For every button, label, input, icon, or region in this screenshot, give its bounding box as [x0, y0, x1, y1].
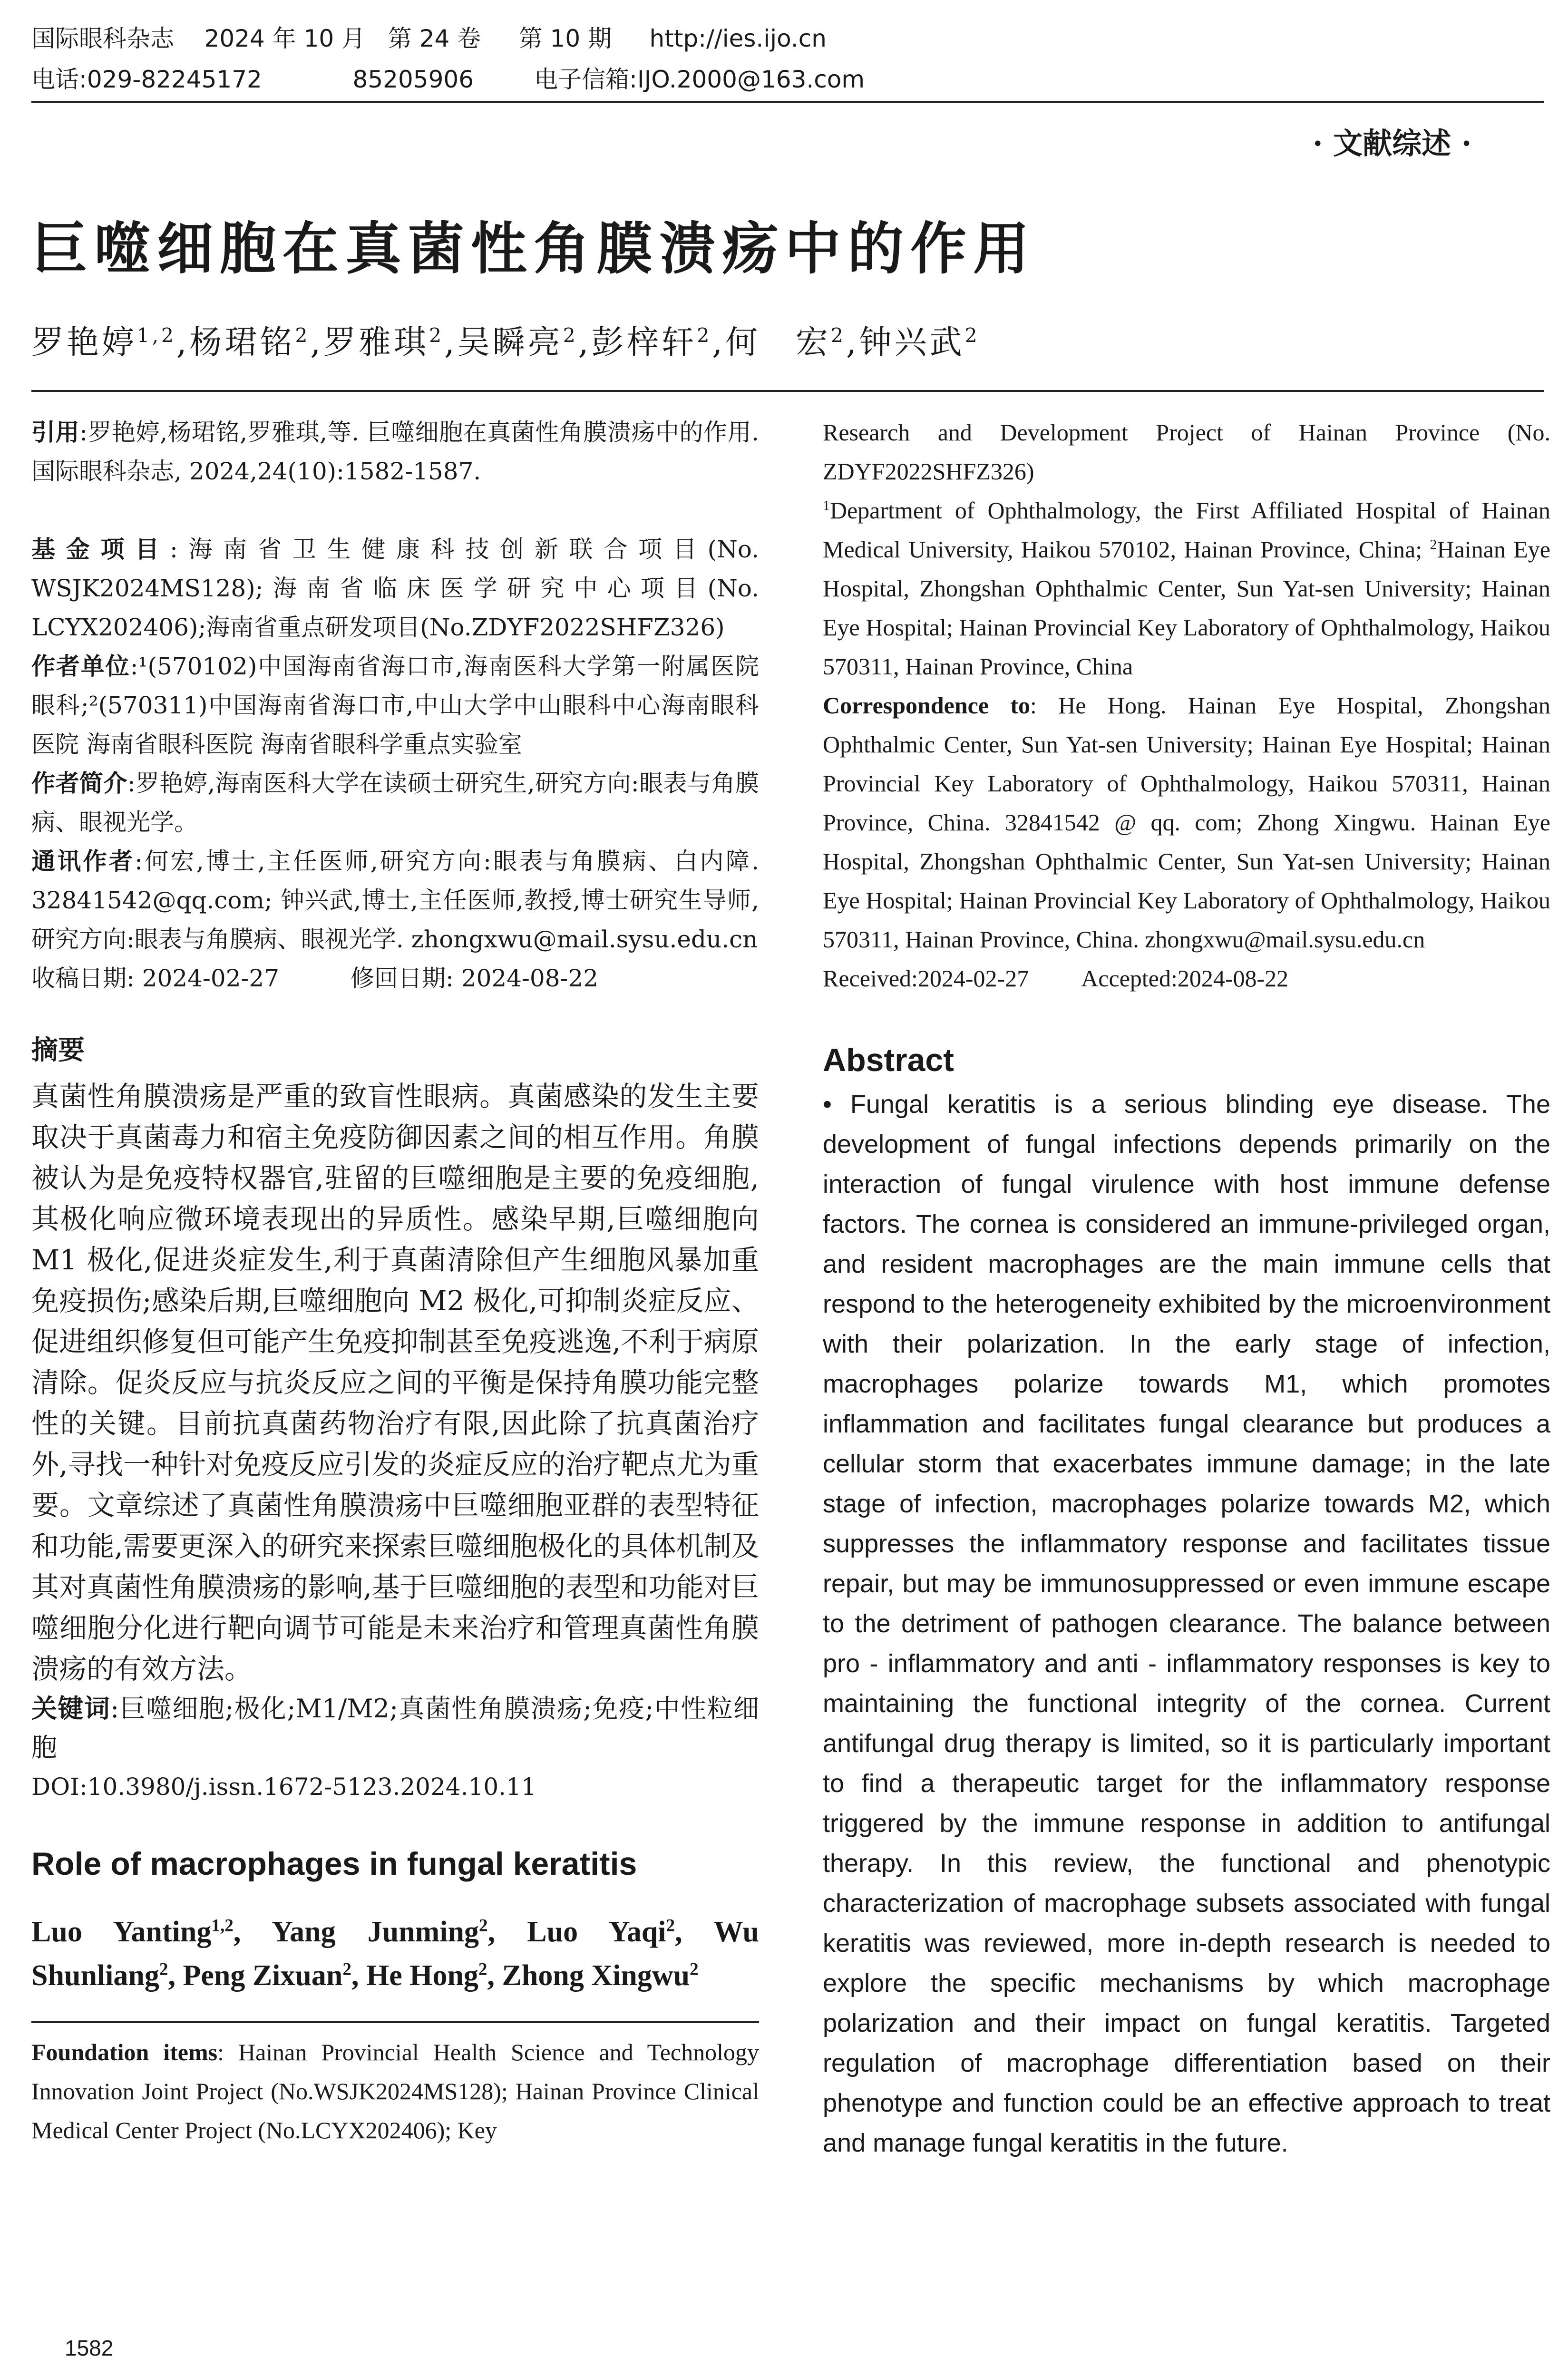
- title-rule: [31, 390, 1544, 392]
- abstract-en: [823, 1084, 1550, 2163]
- author-cn: 吴瞬亮: [457, 324, 563, 361]
- journal-header-line1: 国际眼科杂志 2024 年 10 月 第 24 卷 第 10 期 http://ies.ijo.cn: [31, 25, 827, 52]
- author-sup: 2: [295, 324, 311, 347]
- affiliation-cn: [31, 647, 759, 764]
- affil-sup: 2: [1430, 536, 1437, 553]
- author-en: Yang Junming: [272, 1916, 479, 1948]
- author-sup: 2: [964, 324, 980, 347]
- citation-label: 引用: [31, 419, 80, 446]
- author-sup: 2: [563, 324, 578, 347]
- author-cn: 杨珺铭: [189, 324, 295, 361]
- received-date-en: Received:2024-02-27: [823, 965, 1029, 992]
- author-bio: [31, 764, 759, 842]
- keywords: [31, 1689, 759, 1767]
- author-en: Luo Yanting: [31, 1916, 212, 1948]
- funding: [31, 530, 759, 647]
- dates-en: [823, 959, 1550, 998]
- author-cn: 罗艳婷: [31, 324, 137, 361]
- author-en: He Hong: [366, 1959, 478, 1992]
- authors-rule: [31, 2021, 759, 2023]
- accepted-date-en: Accepted:2024-08-22: [1081, 965, 1289, 992]
- author-cn: 罗雅琪: [323, 324, 429, 361]
- left-column: [31, 413, 759, 2150]
- authors-en: Luo Yanting$^{1,2}$, Yang Junming$^2$, Luo Yaqi$^2$, Wu Shunliang$^2$, Peng Zixuan$^2$, He Hong$^2$, Zhong Xingwu$^2$: [31, 1916, 759, 1992]
- revised-date-cn: 修回日期: 2024-08-22: [351, 964, 599, 992]
- article-title-cn: 巨噬细胞在真菌性角膜溃疡中的作用: [31, 216, 1036, 282]
- article-title-en: Role of macrophages in fungal keratitis: [31, 1846, 637, 1882]
- author-en: Wu Shunliang: [31, 1916, 759, 1992]
- author-en: Zhong Xingwu: [502, 1959, 690, 1992]
- author-en: Peng Zixuan: [183, 1959, 343, 1992]
- affil-sup: 1: [823, 497, 830, 514]
- author-cn: 钟兴武: [859, 324, 965, 361]
- abstract-en-text: Fungal keratitis is a serious blinding eye disease. The development of fungal infections depends primarily on the interaction of fungal virulence with host immune defense factors. The cornea is considered an immune-privileged organ, and resident macrophages are the main immune cells that respond to the heterogeneity exhibited by the microenvironment with their polarization. In the early stage of infection, macrophages polarize towards M1, which promotes inflammation and facilitates fungal clearance but produces a cellular storm that exacerbates immune damage; in the late stage of infection, macrophages polarize towards M2, which suppresses the inflammatory response and facilitates tissue repair, but may be immunosuppressed or even immune escape to the detriment of pathogen clearance. The balance between pro - inflammatory and anti - inflammatory responses is key to maintaining the functional integrity of the cornea. Current antifungal drug therapy is limited, so it is particularly important to find a therapeutic target for the inflammatory response triggered by the immune response in addition to antifungal therapy. In this review, the functional and phenotypic characterization of macrophage subsets associated with fungal keratitis was reviewed, more in-depth research is needed to explore the specific mechanisms by which macrophage polarization and their impact on fungal keratitis. Targeted regulation of macrophage differentiation based on their phenotype and function could be an effective approach to treat and manage fungal keratitis in the future.: [823, 1090, 1550, 2157]
- author-sup: 2: [159, 1959, 168, 1979]
- author-sup: 2: [342, 1959, 351, 1979]
- foundation-en-cont: Research and Development Project of Hainan Province (No. ZDYF2022SHFZ326): [823, 419, 1550, 485]
- funding-text: :海南省卫生健康科技创新联合项目(No. WSJK2024MS128);海南省临床医学研究中心项目(No. LCYX202406);海南省重点研发项目(No.ZDYF2022SHFZ326): [31, 536, 759, 641]
- right-column: [823, 413, 1550, 2163]
- author-cn: 彭梓轩: [591, 324, 697, 361]
- correspondence-en: [823, 686, 1550, 959]
- correspondence-text: : He Hong. Hainan Eye Hospital, Zhongshan Ophthalmic Center, Sun Yat-sen University; Hainan Eye Hospital; Hainan Provincial Key Laboratory of Ophthalmology, Haikou 570311, Hainan Province, China. 32841542 @ qq. com; Zhong Xingwu. Hainan Eye Hospital, Zhongshan Ophthalmic Center, Sun Yat-sen University; Hainan Eye Hospital; Hainan Provincial Key Laboratory of Ophthalmology, Haikou 570311, Hainan Province, China. zhongxwu@mail.sysu.edu.cn: [823, 692, 1551, 953]
- bio-label: 作者简介: [31, 770, 127, 797]
- header-rule: [31, 101, 1544, 103]
- affil-text: Hainan Eye Hospital, Zhongshan Ophthalmic Center, Sun Yat-sen University; Hainan Eye Hospital; Hainan Provincial Key Laboratory of Ophthalmology, Haikou 570311, Hainan Province, China: [823, 536, 1551, 680]
- author-sup: 2: [478, 1959, 487, 1979]
- authors-cn: 罗艳婷$^{1,2}$,杨珺铭$^2$,罗雅琪$^2$,吴瞬亮$^2$,彭梓轩$^2$,何 宏$^2$,钟兴武$^2$: [31, 324, 980, 361]
- author-sup: 2: [690, 1959, 699, 1979]
- corr-text: :何宏,博士,主任医师,研究方向:眼表与角膜病、白内障. 32841542@qq.com; 钟兴武,博士,主任医师,教授,博士研究生导师,研究方向:眼表与角膜病、眼视光学. zhongxwu@mail.sysu.edu.cn: [31, 848, 760, 953]
- author-sup: 1,2: [211, 1916, 234, 1936]
- foundation-text: : Hainan Provincial Health Science and Technology Innovation Joint Project (No.WSJK2024MS128); Hainan Province Clinical Medical Center Project (No.LCYX202406); Key: [31, 2039, 759, 2143]
- author-cn: 何 宏: [725, 324, 831, 361]
- affiliation-text: :¹(570102)中国海南省海口市,海南医科大学第一附属医院眼科;²(570311)中国海南省海口市,中山大学中山眼科中心海南眼科医院 海南省眼科医院 海南省眼科学重点实验室: [31, 653, 759, 758]
- keywords-label: 关键词: [31, 1694, 111, 1724]
- keywords-text: :巨噬细胞;极化;M1/M2;真菌性角膜溃疡;免疫;中性粒细胞: [31, 1694, 759, 1763]
- citation: [31, 413, 759, 491]
- abstract-heading-cn: 摘要: [31, 1035, 85, 1066]
- corr-label: 通讯作者: [31, 848, 135, 875]
- affil-text: Department of Ophthalmology, the First Affiliated Hospital of Hainan Medical University, Haikou 570102, Hainan Province, China;: [823, 497, 1550, 563]
- affiliation-label: 作者单位: [31, 653, 130, 680]
- journal-header-line2: 电话:029-82245172 85205906 电子信箱:IJO.2000@163.com: [31, 66, 865, 93]
- correspondence-label: Correspondence to: [823, 692, 1031, 719]
- author-en: Luo Yaqi: [527, 1916, 666, 1948]
- affiliations-en: [823, 491, 1550, 686]
- section-tag: · 文献综述 ·: [1313, 126, 1472, 161]
- abstract-cn: 真菌性角膜溃疡是严重的致盲性眼病。真菌感染的发生主要取决于真菌毒力和宿主免疫防御因素之间的相互作用。角膜被认为是免疫特权器官,驻留的巨噬细胞是主要的免疫细胞,其极化响应微环境表现出的异质性。感染早期,巨噬细胞向 M1 极化,促进炎症发生,利于真菌清除但产生细胞风暴加重免疫损伤;感染后期,巨噬细胞向 M2 极化,可抑制炎症反应、促进组织修复但可能产生免疫抑制甚至免疫逃逸,不利于病原清除。促炎反应与抗炎反应之间的平衡是保持角膜功能完整性的关键。目前抗真菌药物治疗有限,因此除了抗真菌治疗外,寻找一种针对免疫反应引发的炎症反应的治疗靶点尤为重要。文章综述了真菌性角膜溃疡中巨噬细胞亚群的表型特征和功能,需要更深入的研究来探索巨噬细胞极化的具体机制及其对真菌性角膜溃疡的影响,基于巨噬细胞的表型和功能对巨噬细胞分化进行靶向调节可能是未来治疗和管理真菌性角膜溃疡的有效方法。: [31, 1080, 759, 1685]
- author-sup: 2: [429, 324, 445, 347]
- abstract-heading-en: Abstract: [823, 1042, 954, 1078]
- dates-cn: [31, 959, 759, 998]
- foundation-label: Foundation items: [31, 2039, 218, 2065]
- doi: DOI:10.3980/j.issn.1672-5123.2024.10.11: [31, 1773, 536, 1801]
- author-sup: 2: [830, 324, 846, 347]
- bio-text: :罗艳婷,海南医科大学在读硕士研究生,研究方向:眼表与角膜病、眼视光学。: [31, 770, 760, 836]
- corresponding-author-cn: [31, 842, 759, 959]
- author-sup: 2: [666, 1916, 675, 1936]
- author-sup: 2: [697, 324, 712, 347]
- foundation-en: [31, 2033, 759, 2150]
- received-date-cn: 收稿日期: 2024-02-27: [31, 964, 280, 992]
- author-sup: 2: [479, 1916, 488, 1936]
- citation-text: :罗艳婷,杨珺铭,罗雅琪,等. 巨噬细胞在真菌性角膜溃疡中的作用. 国际眼科杂志, 2024,24(10):1582-1587.: [31, 419, 759, 485]
- bullet-icon: •: [823, 1090, 832, 1119]
- author-sup: 1,2: [137, 324, 176, 347]
- page-number: 1582: [65, 2336, 114, 2360]
- funding-label: 基金项目: [31, 536, 170, 563]
